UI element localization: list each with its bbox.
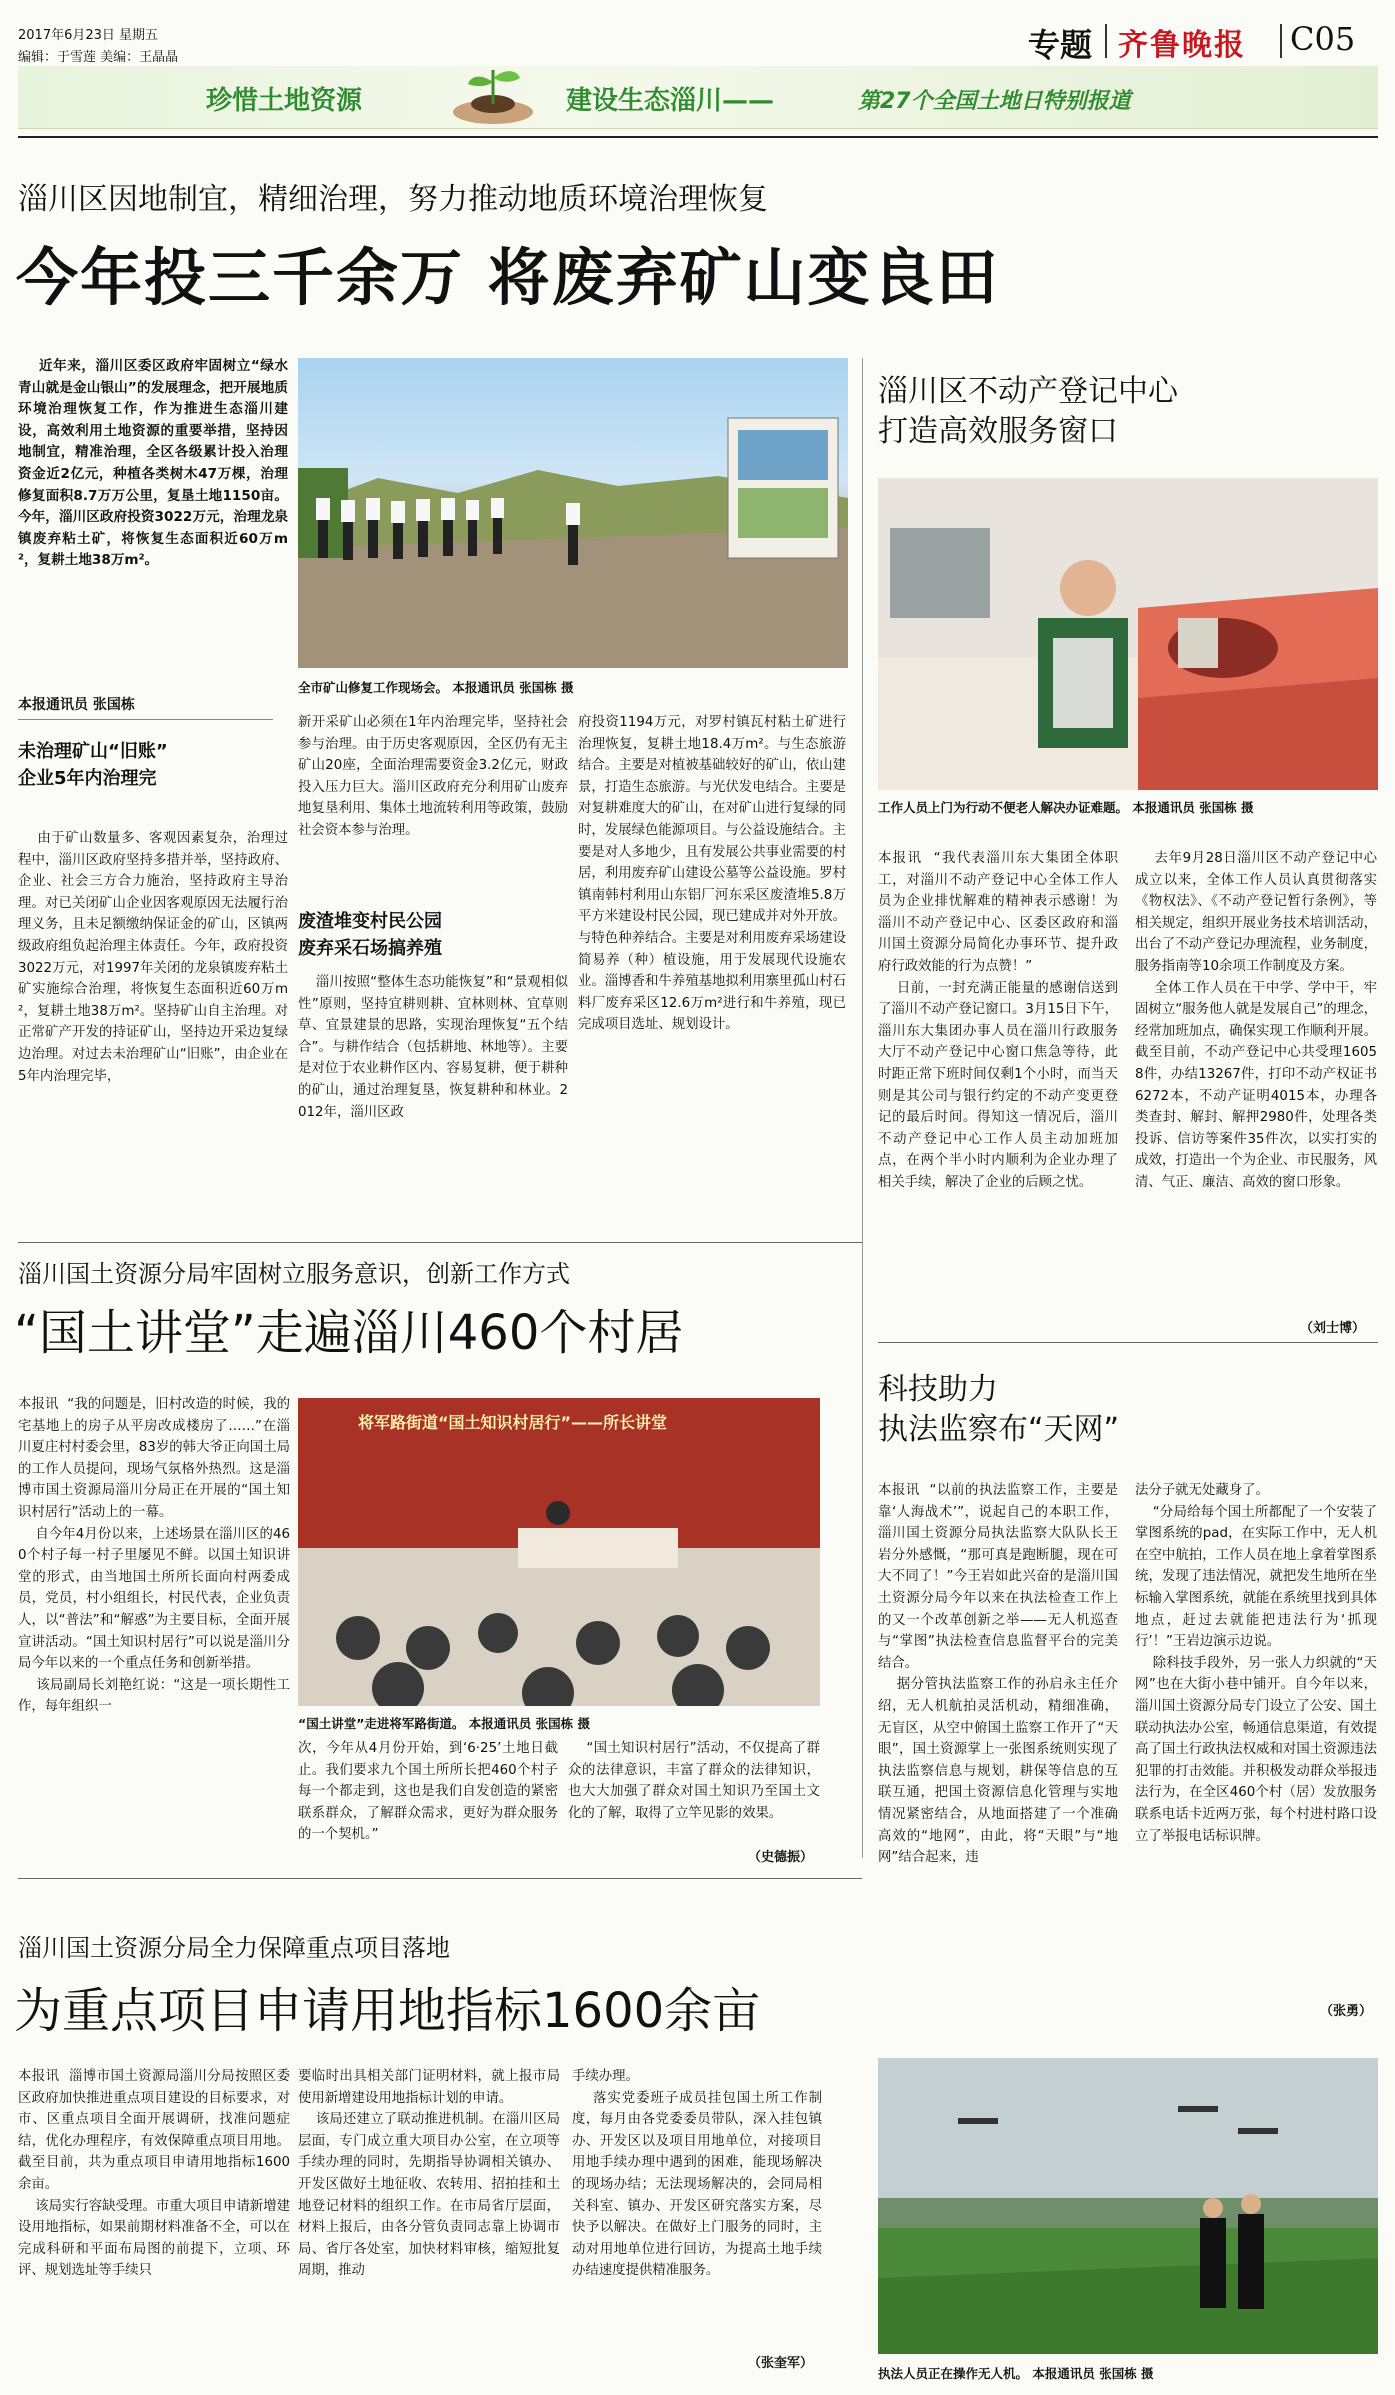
story1-lead	[18, 356, 288, 572]
story3-photo	[298, 1398, 820, 1706]
masthead-rule	[18, 136, 1378, 138]
story1-photo-caption: 全市矿山修复工作现场会。 本报通讯员 张国栋 摄	[298, 680, 574, 695]
story2-photo	[878, 478, 1378, 790]
story1-col2b-text: 淄川按照“整体生态功能恢复”和“景观相似性”原则，坚持宜耕则耕、宜林则林、宜草则草、宜景建景的思路，实现治理恢复“五个结合”。与耕作结合（包括耕地、林地等）。主要是对位于农业耕作区内、容易复耕，便于耕种的矿山，通过治理复垦，恢复耕种和林业。2012年，淄川区政	[298, 975, 568, 1120]
paper-logo: 齐鲁晚报	[1118, 28, 1246, 63]
banner-right: 第27个全国土地日特别报道	[858, 89, 1131, 114]
story3-col2-text: 次，今年从4月份开始，到‘6·25’土地日截止。我们要求九个国土所所长把460个村子每一个都走到，这也是我们自发创造的紧密联系群众，了解群众需求，更好为群众服务的一个契机。”	[298, 1741, 558, 1843]
story2-sign: （刘士博）	[1300, 1321, 1366, 1336]
story1-photo	[298, 358, 848, 668]
story3-col1	[18, 1394, 290, 1718]
story5-rule	[18, 1878, 862, 1879]
story3-headline: “国土讲堂”走遍淄川460个村居	[14, 1305, 684, 1361]
story3-photo-banner: 将军路街道“国土知识村居行”——所长讲堂	[358, 1413, 668, 1432]
story2-col2-text: 去年9月28日淄川区不动产登记中心成立以来，全体工作人员认真贯彻落实《物权法》、《不动产登记暂行条例》，等相关规定，组织开展业务技术培训活动，出台了不动产登记办理流程，业务制度，服务指南等10余项工作制度及方案。 全体工作人员在干中学、学中干，牢固树立“服务他人就是发展自己”的理念，经常加班加点，确保实现工作顺利开展。截至目前，不动产登记中心共受理16058件，办结13267件，打印不动产权证书6272本，不动产证明4015本，办理各类查封、解封、解押2980件，处理各类投诉、信访等案件35件次，以实打实的成效，打造出一个为企业、市民服务，风清、气正、廉洁、高效的窗口形象。	[1135, 851, 1378, 1190]
banner	[18, 66, 1378, 129]
story3-rule	[18, 1242, 862, 1243]
story4-title: 科技助力 执法监察布“天网”	[878, 1372, 1120, 1447]
masthead-section: 专题	[1028, 26, 1093, 64]
story5-sign: （张奎军）	[748, 2356, 814, 2371]
story2-col2	[1135, 848, 1377, 1194]
masthead-editors: 编辑：于雪莲 美编：王晶晶	[18, 50, 179, 65]
story5-col2	[298, 2066, 560, 2282]
story5-col2-text: 要临时出具相关部门证明材料，就上报市局使用新增建设用地指标计划的申请。 该局还建立了联动推进机制。在淄川区局层面，专门成立重大项目办公室，在立项等手续办理的同时，先期指导协调相关镇办、开发区做好土地征收、农转用、招拍挂和土地登记材料的组织工作。在市局省厅层面，材料上报后，由各分管负责同志靠上协调市局、省厅各处室，加快材料审核，缩短批复周期，推动	[298, 2069, 560, 2279]
story4-col2	[1135, 1480, 1377, 1847]
story4-photo	[878, 2058, 1378, 2354]
story4-sign: （张勇）	[1320, 2004, 1373, 2019]
story3-col3	[568, 1738, 820, 1824]
story5-col3	[572, 2066, 822, 2282]
story1-author: 本报通讯员 张国栋	[18, 697, 135, 713]
story4-col1-text: 本报讯 “以前的执法监察工作，主要是靠‘人海战术’”，说起自己的本职工作，淄川国土资源分局执法监察大队队长王岩分外感慨，“那可真是跑断腿，现在可大不同了！”今王岩如此兴奋的是淄川国土资源分局今年以来在执法检查工作上的又一个改革创新之举——无人机巡查与“掌图”执法检查信息监督平台的完美结合。 据分管执法监察工作的孙启永主任介绍，无人机航拍灵活机动，精细准确，无盲区，从空中俯国土监察工作开了“天眼”，国土资源掌上一张图系统则实现了执法监察信息与规划，耕保等信息的互联互通，把国土资源信息化管理与实地情况紧密结合，从地面搭建了一个准确高效的“地网”，由此，将“天眼”与“地网”结合起来，违	[878, 1483, 1119, 1866]
story1-col3	[578, 712, 846, 1036]
page-number: C05	[1290, 20, 1356, 58]
masthead-date: 2017年6月23日 星期五	[18, 28, 159, 43]
story5-headline: 为重点项目申请用地指标1600余亩	[14, 1983, 761, 2039]
story1-subhead1: 未治理矿山“旧账” 企业5年内治理完	[18, 741, 168, 789]
masthead-divider	[1105, 24, 1107, 58]
story1-author-rule	[18, 719, 273, 720]
story5-col3-text: 手续办理。 落实党委班子成员挂包国土所工作制度，每月由各党委委员带队，深入挂包镇办、开发区以及项目用地单位，对接项目用地手续办理中遇到的困难，能现场解决的现场办结；无法现场解决的，会同局相关科室、镇办、开发区研究落实方案，尽快予以解决。在做好上门服务的同时，主动对用地单位进行回访，为提高土地手续办结速度提供精准服务。	[572, 2069, 822, 2279]
story1-col2-text: 新开采矿山必须在1年内治理完毕，坚持社会参与治理。由于历史客观原因，全区仍有无主矿山20座，全面治理需要资金3.2亿元，财政投入压力巨大。淄川区政府充分利用矿山废弃地复垦利用、集体土地流转利用等政策，鼓励社会资本参与治理。	[298, 715, 568, 838]
story1-headline: 今年投三千余万 将废弃矿山变良田	[16, 241, 1000, 314]
story1-subhead2: 废渣堆变村民公园 废弃采石场搞养殖	[298, 911, 442, 959]
story3-col3-text: “国土知识村居行”活动，不仅提高了群众的法律意识，丰富了群众的法律知识，也大大加强了群众对国土知识乃至国土文化的了解，取得了立竿见影的效果。	[568, 1741, 821, 1821]
story2-title: 淄川区不动产登记中心 打造高效服务窗口	[878, 374, 1178, 449]
story1-divider	[862, 358, 863, 1858]
story5-col1	[18, 2066, 290, 2282]
story4-photo-caption: 执法人员正在操作无人机。 本报通讯员 张国栋 摄	[878, 2366, 1154, 2381]
masthead	[18, 20, 1378, 130]
story1-lead-text: 近年来，淄川区委区政府牢固树立“绿水青山就是金山银山”的发展理念，把开展地质环境治理恢复工作，作为推进生态淄川建设，高效利用土地资源的重要举措，坚持因地制宜，精准治理，全区各级累计投入治理资金近2亿元，种植各类树木47万棵，治理修复面积8.7万万公里，复垦土地1150亩。今年，淄川区政府投资3022万元，治理龙泉镇废弃粘土矿，将恢复生态面积近60万m²，复耕土地38万m²。	[18, 358, 289, 569]
seedling-icon	[438, 60, 548, 126]
story5-kicker: 淄川国土资源分局全力保障重点项目落地	[18, 1934, 450, 1962]
story3-photo-caption: “国土讲堂”走进将军路街道。 本报通讯员 张国栋 摄	[298, 1716, 590, 1731]
story2-photo-caption: 工作人员上门为行动不便老人解决办证难题。 本报通讯员 张国栋 摄	[878, 800, 1254, 815]
story3-col1-text: 本报讯 “我的问题是，旧村改造的时候，我的宅基地上的房子从平房改成楼房了……”在淄川夏庄村村委会里，83岁的韩大爷正向国土局的工作人员提问，现场气氛格外热烈。这是淄博市国土资源局淄川分局正在开展的“国土知识村居行”活动上的一幕。 自今年4月份以来，上述场景在淄川区的460个村子每一村子里屡见不鲜。以国土知识讲堂的形式，由当地国土所所长面向村两委成员，党员，村小组组长，村民代表，企业负责人，以“普法”和“解惑”为主要目标，全面开展宣讲活动。“国土知识村居行”可以说是淄川分局今年以来的一个重点任务和创新举措。 该局副局长刘艳红说：“这是一项长期性工作，每年组织一	[18, 1397, 291, 1715]
banner-mid: 建设生态淄川——	[566, 86, 775, 116]
story2-col1-text: 本报讯 “我代表淄川东大集团全体职工，对淄川不动产登记中心全体工作人员为企业排忧解难的精神表示感谢！为淄川不动产登记中心、区委区政府和淄川国土资源分局简化办事环节、提升政府行政效能的行为点赞！” 日前，一封充满正能量的感谢信送到了淄川不动产登记窗口。3月15日下午，淄川东大集团办事人员在淄川行政服务大厅不动产登记中心窗口焦急等待，此时距正常下班时间仅剩1个小时，而当天则是其公司与银行约定的不动产变更登记的最后时间。得知这一情况后，淄川不动产登记中心工作人员主动加班加点，在两个半小时内顺利为企业办理了相关手续，解决了企业的后顾之忧。	[878, 851, 1119, 1190]
story1-col2	[298, 712, 568, 842]
story4-col2-text: 法分子就无处藏身了。 “分局给每个国土所都配了一个安装了掌图系统的pad，在实际工作中，无人机在空中航拍，工作人员在地上拿着掌图系统，发现了违法情况，就把发生地所在坐标输入掌图系统，就能在系统里找到具体地点，赶过去就能把违法行为‘抓现行’！”王岩边演示边说。 除科技手段外，另一张人力织就的“天网”也在大街小巷中铺开。自今年以来，淄川国土资源分局专门设立了公安、国土联动执法办公室，畅通信息渠道，有效提高了国土行政执法权威和对国土资源违法犯罪的打击效能。并积极发动群众举报违法行为，在全区460个村（居）发放服务联系电话卡近两万张，每个村进村路口设立了举报电话标识牌。	[1135, 1483, 1378, 1844]
story5-col1-text: 本报讯 淄博市国土资源局淄川分局按照区委区政府加快推进重点项目建设的目标要求，对市、区重点项目全面开展调研，找准问题症结，优化办理程序，有效保障重点项目用地。截至目前，共为重点项目申请用地指标1600余亩。 该局实行容缺受理。市重大项目申请新增建设用地指标，如果前期材料准备不全，可以在完成科研和平面布局图的前提下，立项、环评、规划选址等手续只	[18, 2069, 291, 2279]
story2-col1	[878, 848, 1118, 1194]
story2-rule	[878, 1342, 1378, 1343]
story1-col2b	[298, 972, 568, 1123]
story1-col1	[18, 828, 288, 1087]
story4-col1	[878, 1480, 1118, 1869]
story1-col3-text: 府投资1194万元，对罗村镇瓦村粘土矿进行治理恢复，复耕土地18.4万m²。与生态旅游结合。主要是对植被基础较好的矿山，依山建景，打造生态旅游。与光伏发电结合。主要是对复耕难度大的矿山，在对矿山进行复绿的同时，发展绿色能源项目。与公益设施结合。主要是对人多地少，且有发展公共事业需要的村居，利用废弃矿山建设公墓等公益设施。罗村镇南韩村利用山东铝厂河东采区废渣堆5.8万平方米建设村民公园，现已建成并对外开放。与特色种养结合。主要是对利用废弃采场建设简易养（种）植设施，用于发展现代设施农业。淄博香和牛养殖基地拟利用寨里孤山村石料厂废弃采区12.6万m²进行和牛养殖，现已完成项目选址、规划设计。	[578, 715, 846, 1033]
story1-kicker: 淄川区因地制宜，精细治理，努力推动地质环境治理恢复	[18, 182, 768, 217]
story1-col1-text: 由于矿山数量多、客观因素复杂，治理过程中，淄川区政府坚持多措并举，坚持政府、企业、社会三方合力施治，坚持政府主导治理。对已关闭矿山企业因客观原因无法履行治理义务，且未足额缴纳保证金的矿山，区镇两级政府组负起治理主体责任。今年，政府投资3022万元，对1997年关闭的龙泉镇废弃粘土矿实施综合治理，将恢复生态面积近60万m²，复耕土地38万m²。坚持矿山自主治理。对正常矿产开发的持证矿山，坚持边开采边复绿边治理。对过去未治理矿山“旧账”，由企业在5年内治理完毕，	[18, 831, 289, 1084]
story3-col2	[298, 1738, 558, 1846]
story3-sign: （史德振）	[748, 1850, 814, 1865]
banner-left: 珍惜土地资源	[206, 86, 363, 116]
story3-kicker: 淄川国土资源分局牢固树立服务意识，创新工作方式	[18, 1260, 570, 1288]
masthead-divider-2	[1280, 24, 1282, 58]
